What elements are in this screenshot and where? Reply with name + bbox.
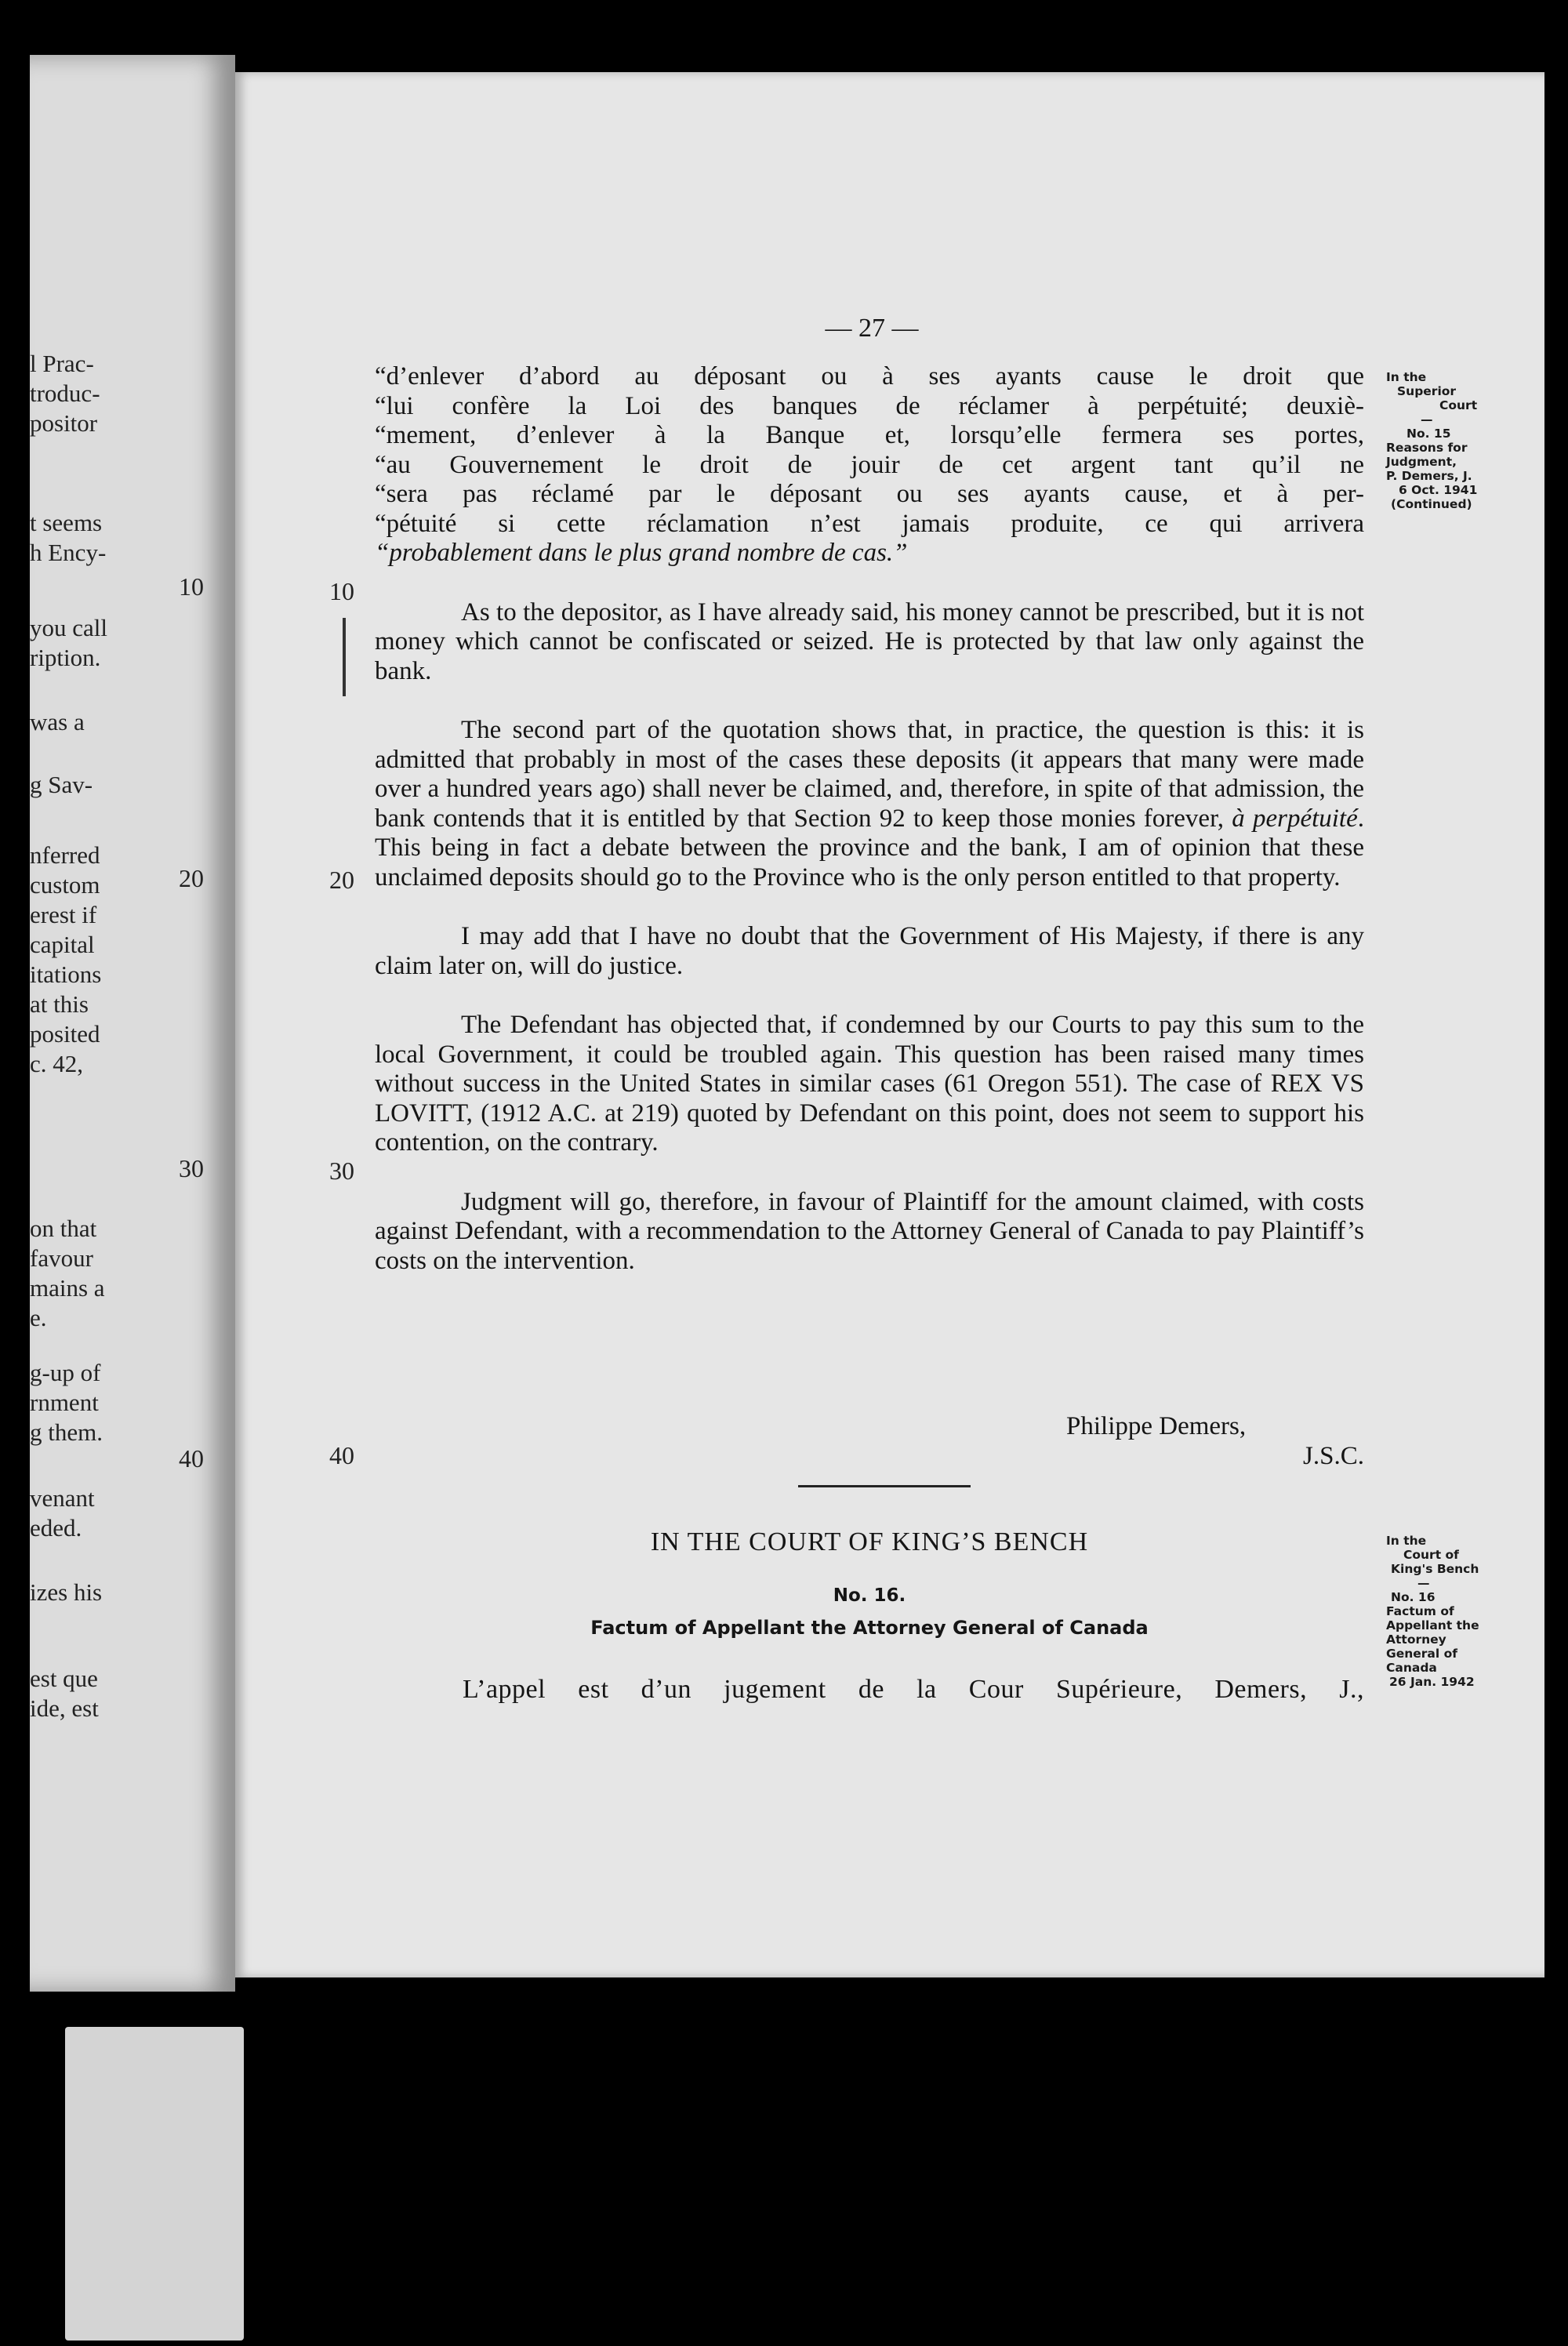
left-line-number: 20: [179, 864, 204, 892]
signature-title: J.S.C.: [1303, 1442, 1364, 1470]
quote-line: “pétuité si cette réclamation n’est jamais produite, ce qui arrivera: [375, 509, 1364, 538]
quote-line: “probablement dans le plus grand nombre de cas.”: [375, 539, 908, 567]
court-heading: IN THE COURT OF KING’S BENCH: [650, 1527, 1089, 1556]
line-number: 40: [329, 1441, 354, 1469]
paragraph: Judgment will go, therefore, in favour of Plaintiff for the amount claimed, with costs against Defendant, with a recommendation to the Attorney General of Canada to pay Plaintiff’s costs on the intervention.: [375, 1187, 1364, 1275]
left-fragment: nferred custom erest if capital itations at this posited c. 42,: [30, 841, 102, 1077]
left-page: [30, 55, 235, 1992]
left-fragment: venant eded.: [30, 1484, 95, 1542]
left-fragment: l Prac- troduc- positor: [30, 350, 100, 437]
left-fragment: on that favour mains a e.: [30, 1215, 105, 1331]
quote-line: “au Gouvernement le droit de jouir de cet argent tant qu’il ne: [375, 450, 1364, 479]
divider: [798, 1485, 971, 1487]
left-fragment: t seems h Ency-: [30, 509, 107, 566]
left-fragment: est que ide, est: [30, 1665, 99, 1722]
left-fragment: izes his: [30, 1578, 103, 1606]
left-page-tab: [65, 2027, 244, 2341]
left-fragment: g Sav-: [30, 771, 93, 798]
margin-note-superior-court: In the Superior Court — No. 15 Reasons for Judgment, P. Demers, J. 6 Oct. 1941 (Continued): [1386, 370, 1478, 511]
paragraph: The second part of the quotation shows that, in practice, the question is this: it is admitted that probably in most of the cases these deposits (it appears that many were made over a hundred years ago) shall never be claimed, and, therefore, in spite of that admission, the bank contends that it is entitled by that Section 92 to keep those monies forever, à perpétuité. This being in fact a debate between the province and the bank, I am of opinion that these unclaimed deposits should go to the Province who is the only person entitled to that property.: [375, 716, 1364, 892]
paragraph: As to the depositor, as I have already said, his money cannot be prescribed, but it is not money which cannot be confiscated or seized. He is protected by that law only against the bank.: [375, 597, 1364, 685]
signature: [1066, 1411, 1364, 1471]
page-number: — 27 —: [825, 314, 919, 343]
document-title: Factum of Appellant the Attorney General of Canada: [590, 1617, 1149, 1639]
left-line-number: 30: [179, 1154, 204, 1182]
left-line-number: 10: [179, 572, 204, 601]
left-fragment: g-up of rnment g them.: [30, 1359, 103, 1446]
quote-line: “sera pas réclamé par le déposant ou ses ayants cause, et à per-: [375, 480, 1364, 508]
line-number: 20: [329, 866, 354, 894]
body-text: [375, 362, 1364, 1276]
quote-line: “mement, d’enlever à la Banque et, lorsqu’elle fermera ses portes,: [375, 421, 1364, 449]
margin-bar: [343, 618, 346, 696]
left-fragment: was a: [30, 708, 85, 735]
document-number: No. 16.: [833, 1585, 906, 1606]
margin-note-kings-bench: In the Court of King's Bench — No. 16 Factum of Appellant the Attorney General of Canada 26 Jan. 1942: [1386, 1534, 1479, 1689]
paragraph: The Defendant has objected that, if condemned by our Courts to pay this sum to the local Government, it could be troubled again. This question has been raised many times without success in the United States in similar cases (61 Oregon 551). The case of REX VS LOVITT, (1912 A.C. at 219) quoted by Defendant on this point, does not seem to support his contention, on the contrary.: [375, 1011, 1364, 1157]
paragraph-start: L’appel est d’un jugement de la Cour Supérieure, Demers, J.,: [463, 1675, 1364, 1704]
quote-line: “d’enlever d’abord au déposant ou à ses ayants cause le droit que: [375, 362, 1364, 390]
left-fragment: you call ription.: [30, 614, 107, 671]
line-number: 10: [329, 577, 354, 605]
left-line-number: 40: [179, 1444, 204, 1473]
signature-name: Philippe Demers,: [1066, 1412, 1247, 1440]
line-number: 30: [329, 1157, 354, 1185]
quote-line: “lui confère la Loi des banques de réclamer à perpétuité; deuxiè-: [375, 391, 1364, 420]
paragraph: I may add that I have no doubt that the Government of His Majesty, if there is any claim later on, will do justice.: [375, 922, 1364, 980]
